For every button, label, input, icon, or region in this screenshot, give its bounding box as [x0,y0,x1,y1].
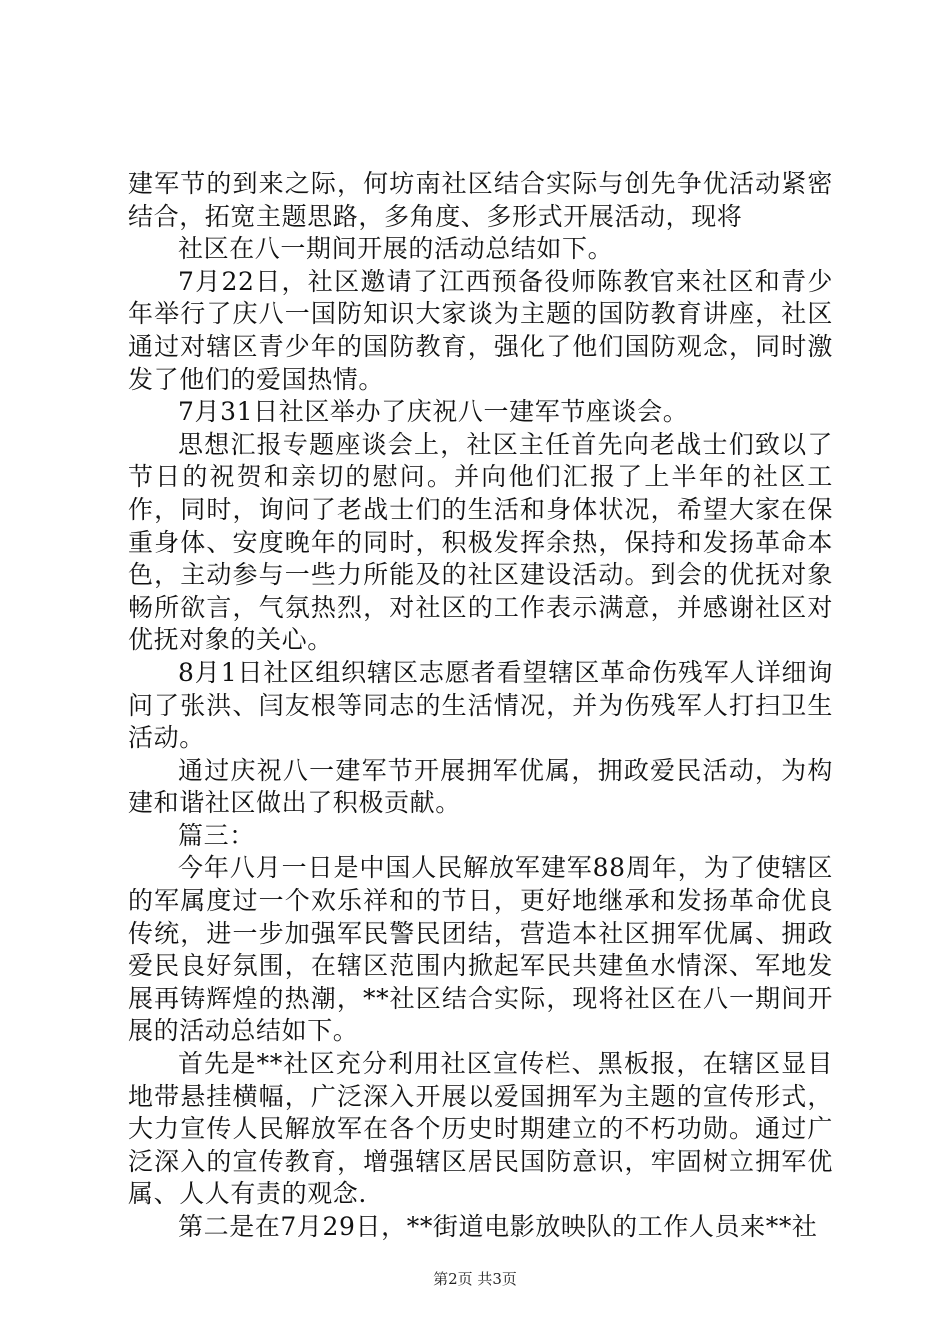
document-body [128,168,833,1244]
paragraph: 首先是**社区充分利用社区宣传栏、黑板报，在辖区显目地带悬挂横幅，广泛深入开展以爱国拥军为主题的宣传形式，大力宣传人民解放军在各个历史时期建立的不朽功勋。通过广泛深入的宣传教育，增强辖区居民国防意识，牢固树立拥军优属、人人有责的观念. [128,1049,833,1209]
section-heading: 篇三： [178,820,255,850]
paragraph: 通过庆祝八一建军节开展拥军优属，拥政爱民活动，为构建和谐社区做出了积极贡献。 [128,755,833,818]
page-footer: 第2页 共3页 [433,1270,517,1288]
paragraph: 建军节的到来之际，何坊南社区结合实际与创先争优活动紧密结合，拓宽主题思路，多角度、多形式开展活动，现将 [128,169,833,231]
paragraph: 第二是在7月29日，**街道电影放映队的工作人员来**社 [178,1212,818,1241]
paragraph: 7月22日，社区邀请了江西预备役师陈教官来社区和青少年举行了庆八一国防知识大家谈为主题的国防教育讲座，社区通过对辖区青少年的国防教育，强化了他们国防观念，同时激发了他们的爱国热情。 [128,266,833,394]
paragraph: 社区在八一期间开展的活动总结如下。 [178,234,614,264]
paragraph: 8月1日社区组织辖区志愿者看望辖区革命伤残军人详细询问了张洪、闫友根等同志的生活情况，并为伤残军人打扫卫生活动。 [128,657,833,753]
paragraph: 今年八月一日是中国人民解放军建军88周年，为了使辖区的军属度过一个欢乐祥和的节日，更好地继承和发扬革命优良传统，进一步加强军民警民团结，营造本社区拥军优属、拥政爱民良好氛围，在辖区范围内掀起军民共建鱼水情深、军地发展再铸辉煌的热潮，**社区结合实际，现将社区在八一期间开展的活动总结如下。 [128,853,833,1046]
paragraph: 7月31日社区举办了庆祝八一建军节座谈会。 [178,397,689,427]
paragraph: 思想汇报专题座谈会上，社区主任首先向老战士们致以了节日的祝贺和亲切的慰问。并向他们汇报了上半年的社区工作，同时，询问了老战士们的生活和身体状况，希望大家在保重身体、安度晚年的同时，积极发挥余热，保持和发扬革命本色，主动参与一些力所能及的社区建设活动。到会的优抚对象畅所欲言，气氛热烈，对社区的工作表示满意，并感谢社区对优抚对象的关心。 [128,429,833,655]
